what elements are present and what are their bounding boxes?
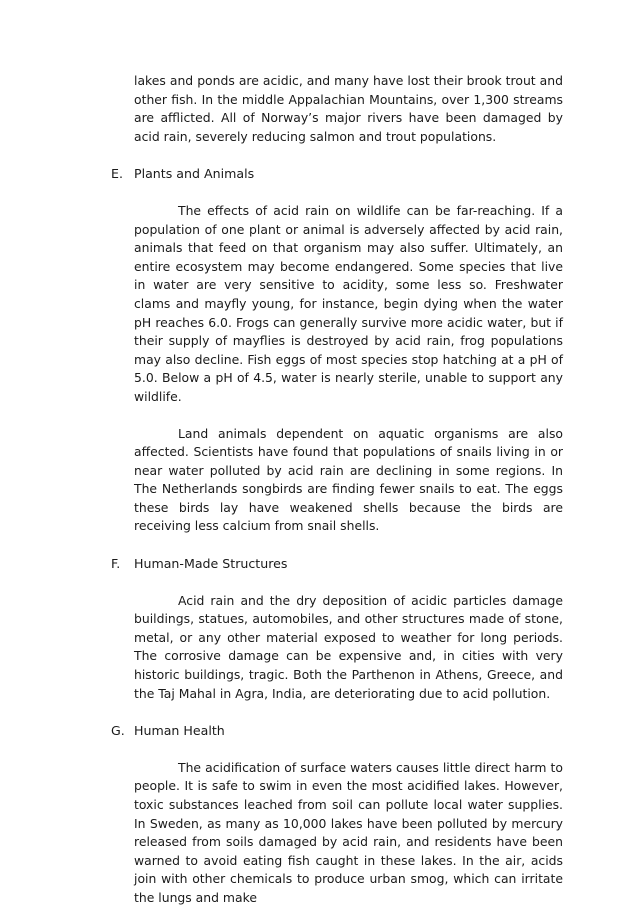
- paragraph: The acidification of surface waters causes little direct harm to people. It is safe to swim in even the most acidified lakes. However, toxic substances leached from soil can pollute local water supplies. In Sweden, as many as 10,000 lakes have been polluted by mercury released from soils damaged by acid rain, and residents have been warned to avoid eating fish caught in these lakes. In the air, acids join with other chemicals to produce urban smog, which can irritate the lungs and make: [134, 759, 563, 905]
- section-title: Plants and Animals: [134, 166, 255, 182]
- paragraph: The effects of acid rain on wildlife can be far-reaching. If a population of one plant or animal is adversely affected by acid rain, animals that feed on that organism may also suffer. Ultimately, an entire ecosystem may become endangered. Some species that live in water are very sensitive to acidity, some less so. Freshwater clams and mayfly young, for instance, begin dying when the water pH reaches 6.0. Frogs can generally survive more acidic water, but if their supply of mayflies is destroyed by acid rain, frog populations may also decline. Fish eggs of most species stop hatching at a pH of 5.0. Below a pH of 4.5, water is nearly sterile, unable to support any wildlife.: [134, 202, 563, 404]
- section-letter: E.: [111, 166, 123, 182]
- section-heading-e: [111, 165, 563, 184]
- section-letter: F.: [111, 556, 121, 572]
- page-content: [111, 72, 563, 908]
- section-title: Human Health: [134, 723, 225, 739]
- paragraph: Land animals dependent on aquatic organisms are also affected. Scientists have found that populations of snails living in or near water polluted by acid rain are declining in some regions. In The Netherlands songbirds are finding fewer snails to eat. The eggs these birds lay have weakened shells because the birds are receiving less calcium from snail shells.: [134, 425, 563, 534]
- section-letter: G.: [111, 723, 125, 739]
- section-title: Human-Made Structures: [134, 556, 288, 572]
- intro-paragraph: lakes and ponds are acidic, and many have lost their brook trout and other fish. In the middle Appalachian Mountains, over 1,300 streams are afflicted. All of Norway’s major rivers have been damaged by acid rain, severely reducing salmon and trout populations.: [134, 73, 563, 144]
- section-heading-f: [111, 555, 563, 574]
- section-heading-g: [111, 722, 563, 741]
- paragraph: Acid rain and the dry deposition of acidic particles damage buildings, statues, automobiles, and other structures made of stone, metal, or any other material exposed to weather for long periods. The corrosive damage can be expensive and, in cities with very historic buildings, tragic. Both the Parthenon in Athens, Greece, and the Taj Mahal in Agra, India, are deteriorating due to acid pollution.: [134, 592, 563, 701]
